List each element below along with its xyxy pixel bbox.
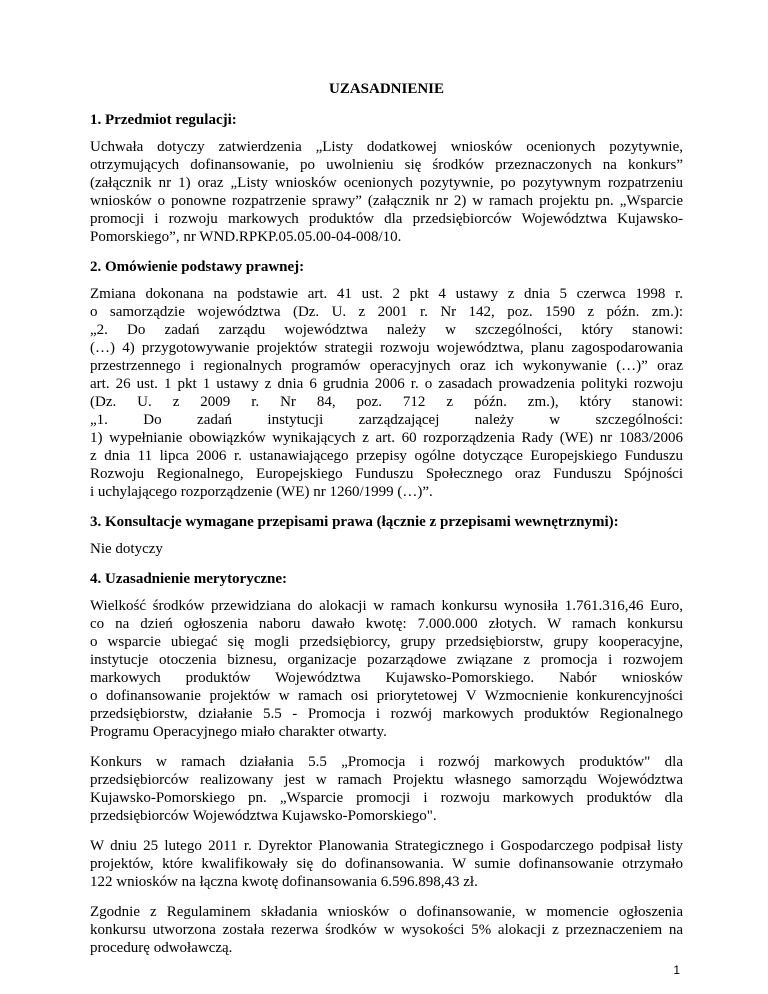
paragraph-line: Zmiana dokonana na podstawie art. 41 ust. 2 pkt 4 ustawy z dnia 5 czerwca 1998 r. [90,286,683,302]
section-heading: 4. Uzasadnienie merytoryczne: [90,571,288,587]
paragraph [90,837,683,891]
section-heading: 2. Omówienie podstawy prawnej: [90,259,305,275]
document-title: UZASADNIENIE [328,81,445,97]
paragraph-line: Zgodnie z Regulaminem składania wniosków o dofinansowanie, w momencie ogłoszenia [90,904,683,920]
document-page [90,80,683,969]
section-heading: 3. Konsultacje wymagane przepisami prawa (łącznie z przepisami wewnętrznymi): [90,514,619,530]
paragraph-line: 122 wniosków na łączna kwotę dofinansowania 6.596.898,43 zł. [90,874,478,890]
paragraph-line: Wielkość środków przewidziana do alokacji w ramach konkursu wynosiła 1.761.316,46 Euro, [90,598,683,614]
paragraph [90,138,683,246]
paragraph-line: Kujawsko-Pomorskiego pn. „Wsparcie promocji i rozwoju markowych produktów dla [90,790,683,806]
paragraph-line: przedsiębiorców Województwa Kujawsko-Pomorskiego". [90,808,437,824]
paragraph-line: art. 26 ust. 1 pkt 1 ustawy z dnia 6 grudnia 2006 r. o zasadach prowadzenia polityki rozwoju [90,376,683,392]
paragraph [90,903,683,957]
paragraph-line: otrzymujących dofinansowanie, po uwolnieniu się środków przeznaczonych na konkurs” [90,157,683,173]
paragraph-line: (Dz. U. z 2009 r. Nr 84, poz. 712 z późn. zm.), który stanowi: [90,394,683,410]
paragraph-line: przestrzennego i regionalnych programów operacyjnych oraz ich wykonywanie (…)” oraz [90,358,683,374]
paragraph-line: promocji i rozwoju markowych produktów dla przedsiębiorców Województwa Kujawsko- [90,211,683,227]
paragraph-line: Rozwoju Regionalnego, Europejskiego Funduszu Społecznego oraz Funduszu Spójności [90,466,683,482]
paragraph-line: i uchylającego rozporządzenie (WE) nr 1260/1999 (…)”. [90,484,433,500]
paragraph-line: instytucje otoczenia biznesu, organizacje pozarządowe związane z promocja i rozwojem [90,652,683,668]
paragraph-line: Uchwała dotyczy zatwierdzenia „Listy dodatkowej wniosków ocenionych pozytywnie, [90,139,683,155]
paragraph [90,597,683,741]
page-number: 1 [673,963,680,977]
section-heading: 1. Przedmiot regulacji: [90,112,237,128]
paragraph-line: przedsiębiorców realizowany jest w ramach Projektu własnego samorządu Województwa [90,772,683,788]
paragraph-line: co na dzień ogłoszenia naboru dawało kwotę: 7.000.000 złotych. W ramach konkursu [90,616,683,632]
paragraph [90,753,683,825]
paragraph-line: markowych produktów Województwa Kujawsko-Pomorskiego. Nabór wniosków [90,670,683,686]
paragraph-line: konkursu utworzona została rezerwa środków w wysokości 5% alokacji z przeznaczeniem na [90,922,683,938]
paragraph-line: o samorządzie województwa (Dz. U. z 2001 r. Nr 142, poz. 1590 z późn. zm.): [90,304,683,320]
paragraph-line: Nie dotyczy [90,541,163,557]
paragraph-line: (…) 4) przygotowywanie projektów strategii rozwoju województwa, planu zagospodarowania [90,340,683,356]
paragraph-line: projektów, które kwalifikowały się do dofinansowania. W sumie dofinansowanie otrzymało [90,856,683,872]
paragraph-line: W dniu 25 lutego 2011 r. Dyrektor Planowania Strategicznego i Gospodarczego podpisał listy [90,838,683,854]
paragraph [90,540,683,558]
paragraph-line: o wsparcie ubiegać się mogli przedsiębiorcy, grupy przedsiębiorstw, grupy kooperacyjne, [90,634,683,650]
paragraph-line: procedurę odwoławczą. [90,940,233,956]
paragraph-line: o dofinansowanie projektów w ramach osi priorytetowej V Wzmocnienie konkurencyjności [90,688,683,704]
paragraph-line: wniosków o ponowne rozpatrzenie sprawy” (załącznik nr 2) w ramach projektu pn. „Wsparcie [90,193,683,209]
paragraph-line: z dnia 11 lipca 2006 r. ustanawiającego przepisy ogólne dotyczące Europejskiego Funduszu [90,448,683,464]
paragraph-line: przedsiębiorstw, działanie 5.5 - Promocja i rozwój markowych produktów Regionalnego [90,706,683,722]
document-sections [90,111,683,957]
paragraph [90,285,683,501]
paragraph-line: (załącznik nr 1) oraz „Listy wniosków ocenionych pozytywnie, po pozytywnym rozpatrzeniu [90,175,683,191]
paragraph-line: Programu Operacyjnego miało charakter otwarty. [90,724,387,740]
paragraph-line: Pomorskiego”, nr WND.RPKP.05.05.00-04-008/10. [90,229,402,245]
paragraph-line: 1) wypełnianie obowiązków wynikających z art. 60 rozporządzenia Rady (WE) nr 1083/2006 [90,430,683,446]
paragraph-line: „2. Do zadań zarządu województwa należy w szczególności, który stanowi: [90,322,683,338]
paragraph-line: „1. Do zadań instytucji zarządzającej należy w szczególności: [90,412,683,428]
paragraph-line: Konkurs w ramach działania 5.5 „Promocja i rozwój markowych produktów" dla [90,754,683,770]
